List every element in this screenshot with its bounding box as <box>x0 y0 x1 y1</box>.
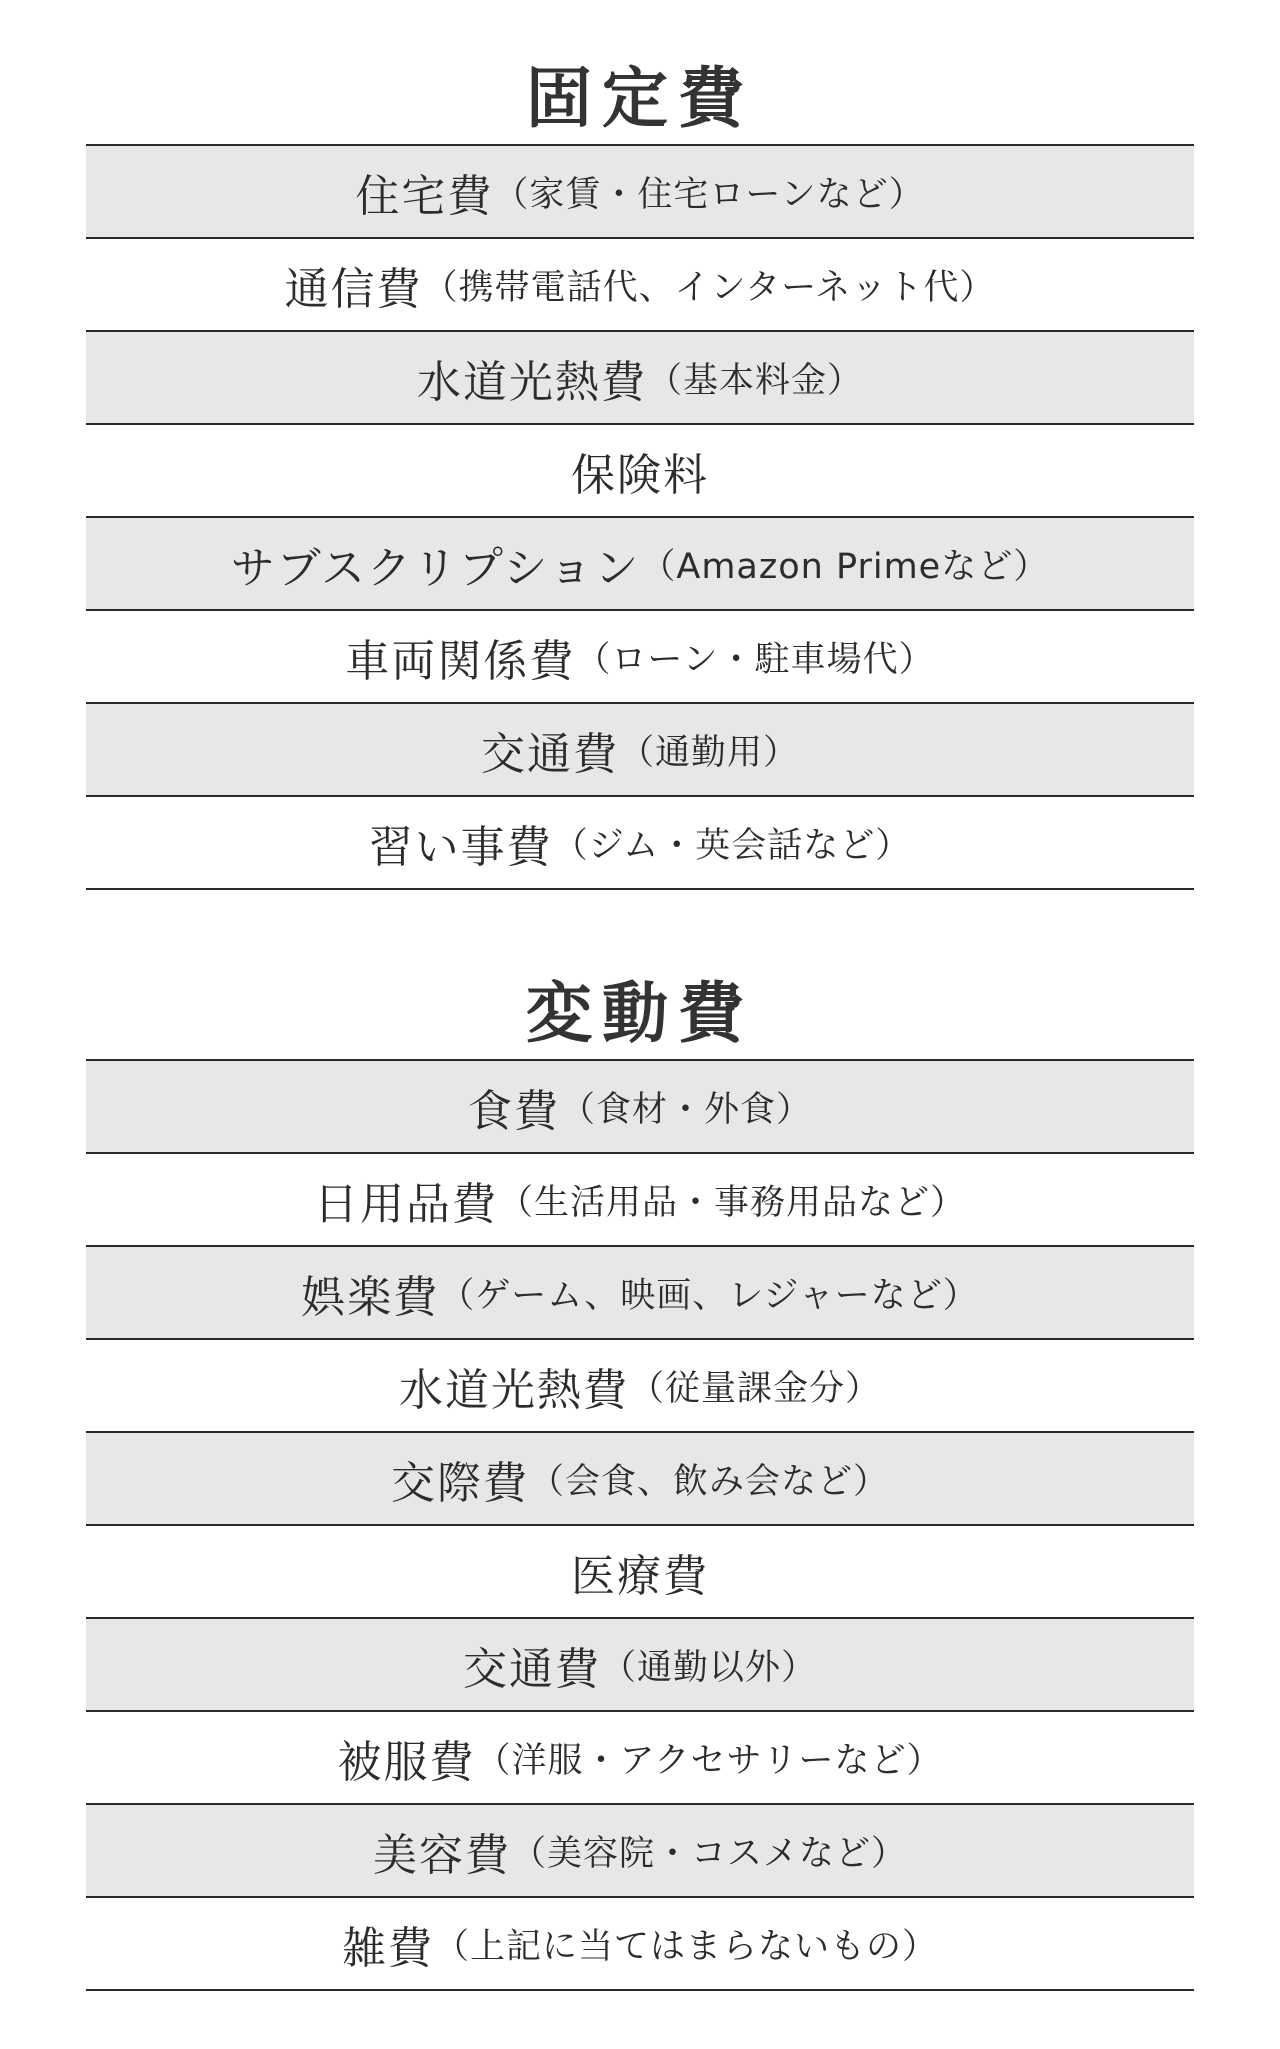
expense-name: 水道光熱費 <box>416 356 647 408</box>
expense-name: 食費 <box>467 1085 560 1137</box>
expense-name: サブスクリプション <box>230 542 641 594</box>
fixed-costs-section <box>86 40 1194 890</box>
expense-name: 水道光熱費 <box>398 1364 629 1416</box>
expense-row <box>86 1898 1194 1991</box>
expense-note: （食材・外食） <box>559 1089 812 1130</box>
expense-row <box>86 332 1194 425</box>
variable-costs-table <box>86 1059 1194 1991</box>
expense-name: 雑費 <box>341 1922 434 1974</box>
expense-note: （生活用品・事務用品など） <box>497 1182 966 1223</box>
expense-note: （上記に当てはまらないもの） <box>433 1926 938 1967</box>
expense-row <box>86 1805 1194 1898</box>
expense-name: 美容費 <box>372 1829 511 1881</box>
expense-row <box>86 1154 1194 1247</box>
expense-name: 被服費 <box>337 1736 476 1788</box>
expense-row <box>86 518 1194 611</box>
expense-row <box>86 1433 1194 1526</box>
expense-note: （通勤用） <box>618 732 799 773</box>
expense-note: （家賃・住宅ローンなど） <box>493 174 925 215</box>
expense-name: 交通費 <box>462 1643 601 1695</box>
expense-row <box>86 1526 1194 1619</box>
expense-row <box>86 797 1194 890</box>
expense-name: 娯楽費 <box>301 1271 440 1323</box>
expense-name: 日用品費 <box>313 1178 498 1230</box>
expense-note: （ゲーム、映画、レジャーなど） <box>439 1275 979 1316</box>
expense-note: （通勤以外） <box>600 1647 817 1688</box>
expense-note: （基本料金） <box>646 360 863 401</box>
expense-row <box>86 425 1194 518</box>
expense-name: 習い事費 <box>368 821 553 873</box>
variable-costs-section <box>86 955 1194 1991</box>
expense-name: 交際費 <box>390 1457 529 1509</box>
expense-name: 医療費 <box>571 1550 709 1602</box>
expense-name: 車両関係費 <box>345 635 576 687</box>
expense-row <box>86 704 1194 797</box>
expense-row <box>86 146 1194 239</box>
expense-note: （従量課金分） <box>628 1368 881 1409</box>
expense-row <box>86 611 1194 704</box>
expense-note: （美容院・コスメなど） <box>510 1833 907 1874</box>
expense-name: 保険料 <box>571 449 709 501</box>
expense-row <box>86 1619 1194 1712</box>
expense-row <box>86 1061 1194 1154</box>
expense-note: （ローン・駐車場代） <box>575 639 935 680</box>
variable-costs-title: 変動費 <box>526 974 754 1052</box>
expense-name: 交通費 <box>480 728 619 780</box>
expense-row <box>86 1340 1194 1433</box>
expense-note: （会食、飲み会など） <box>528 1461 889 1502</box>
expense-row <box>86 239 1194 332</box>
expense-row <box>86 1712 1194 1805</box>
expense-name: 住宅費 <box>355 170 494 222</box>
expense-note: （Amazon Primeなど） <box>640 546 1050 587</box>
expense-note: （洋服・アクセサリーなど） <box>475 1740 943 1781</box>
expense-row <box>86 1247 1194 1340</box>
fixed-costs-title: 固定費 <box>526 59 754 137</box>
fixed-costs-table <box>86 144 1194 890</box>
expense-note: （ジム・英会話など） <box>552 825 912 866</box>
expense-name: 通信費 <box>284 263 423 315</box>
expense-note: （携帯電話代、インターネット代） <box>422 267 996 308</box>
